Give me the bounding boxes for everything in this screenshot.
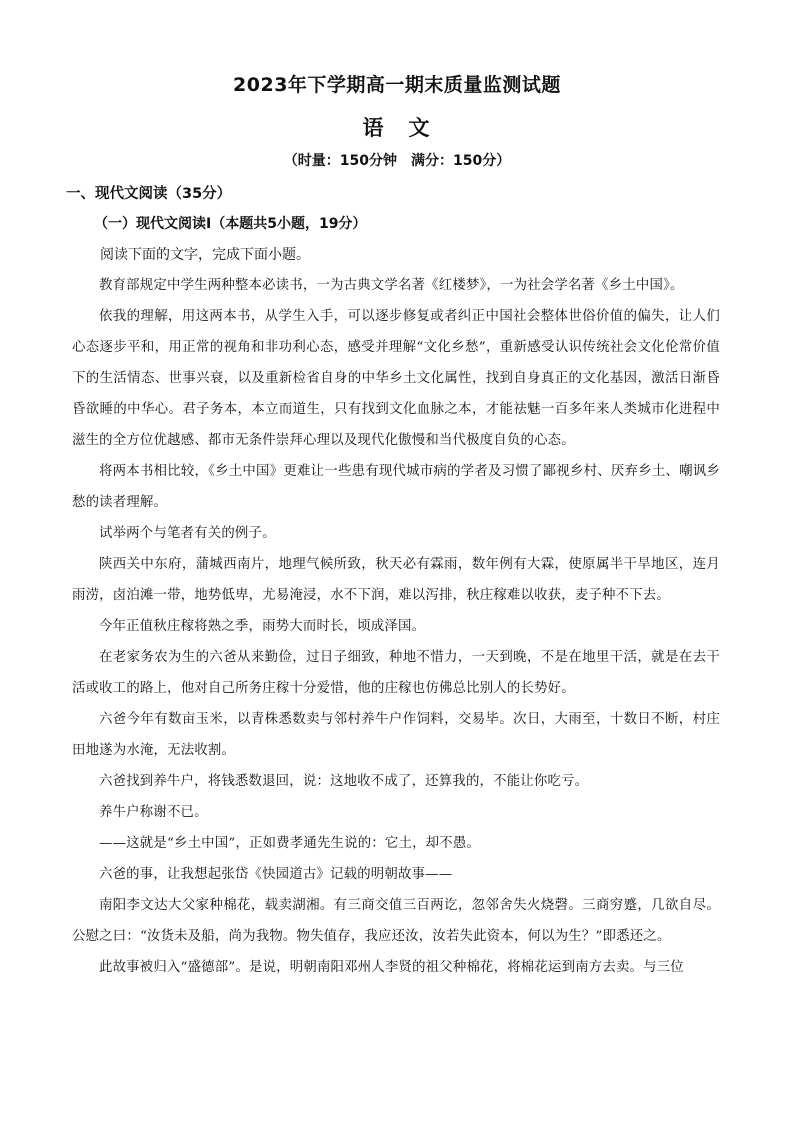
passage-paragraph: 六爸找到养牛户，将钱悉数退回，说：这地收不成了，还算我的，不能让你吃亏。 [99,774,589,789]
passage-paragraph: 六爸的事，让我想起张岱《快园道古》记载的明朝故事—— [99,867,453,882]
passage-paragraph: ——这就是“乡土中国”，正如费孝通先生说的：它土，却不愚。 [99,836,481,851]
exam-duration-and-score: （时量：150分钟 满分：150分） [283,153,511,169]
reading-passage [72,270,720,983]
passage-paragraph: 依我的理解，用这两本书，从学生入手，可以逐步修复或者纠正中国社会整体世俗价值的偏失，让人们心态逐步平和，用正常的视角和非功利心态，感受并理解“文化乡愁”，重新感受认识传统社会文化伦常价值下的生活情态、世事兴衰，以及重新检省自身的中华乡土文化属性，找到自身真正的文化基因，激活日渐昏昏欲睡的中华心。君子务本，本立而道生，只有找到文化血脉之本，才能祛魅一百多年来人类城市化进程中滋生的全方位优越感、都市无条件崇拜心理以及现代化傲慢和当代极度自负的心态。 [72,309,720,448]
subject-title: 语 文 [362,116,432,140]
exam-title: 2023年下学期高一期末质量监测试题 [233,74,561,96]
passage-paragraph: 六爸今年有数亩玉米，以青株悉数卖与邻村养牛户作饲料，交易毕。次日，大雨至，十数日不断，村庄田地遂为水淹，无法收割。 [72,712,720,758]
passage-paragraph: 将两本书相比较，《乡土中国》更难让一些患有现代城市病的学者及习惯了鄙视乡村、厌弃乡土、嘲讽乡愁的读者理解。 [72,464,720,510]
reading-instruction: 阅读下面的文字，完成下面小题。 [100,247,310,263]
passage-paragraph: 此故事被归入“盛德部”。是说，明朝南阳邓州人李贤的祖父种棉花，将棉花运到南方去卖。与三位 [99,960,684,975]
subsection-heading: （一）现代文阅读Ⅰ（本题共5小题，19分） [94,216,367,232]
passage-paragraph: 今年正值秋庄稼将熟之季，雨势大而时长，顷成泽国。 [99,619,426,634]
passage-paragraph: 教育部规定中学生两种整本必读书，一为古典文学名著《红楼梦》，一为社会学名著《乡土中国》。 [99,278,684,293]
section-heading: 一、现代文阅读（35分） [66,186,232,202]
passage-paragraph: 养牛户称谢不已。 [99,805,208,820]
passage-paragraph: 陕西关中东府，蒲城西南片，地理气候所致，秋天必有霖雨，数年例有大霖，使原属半干旱地区，连月雨涝，卤泊滩一带，地势低卑，尤易淹浸，水不下润，难以泻排，秋庄稼难以收获，麦子种不下去。 [72,557,720,603]
passage-paragraph: 南阳李文达大父家种棉花，载卖湖湘。有三商交值三百两讫，忽邻舍失火烧磬。三商穷蹙，几欲自尽。公慰之曰：“汝货未及船，尚为我物。物失值存，我应还汝，汝若失此资本，何以为生？”即悉还之。 [72,898,720,944]
passage-paragraph: 试举两个与笔者有关的例子。 [99,526,276,541]
passage-paragraph: 在老家务农为生的六爸从来勤俭，过日子细致，种地不惜力，一天到晚，不是在地里干活，就是在去干活或收工的路上，他对自己所务庄稼十分爱惜，他的庄稼也仿佛总比别人的长势好。 [72,650,720,696]
